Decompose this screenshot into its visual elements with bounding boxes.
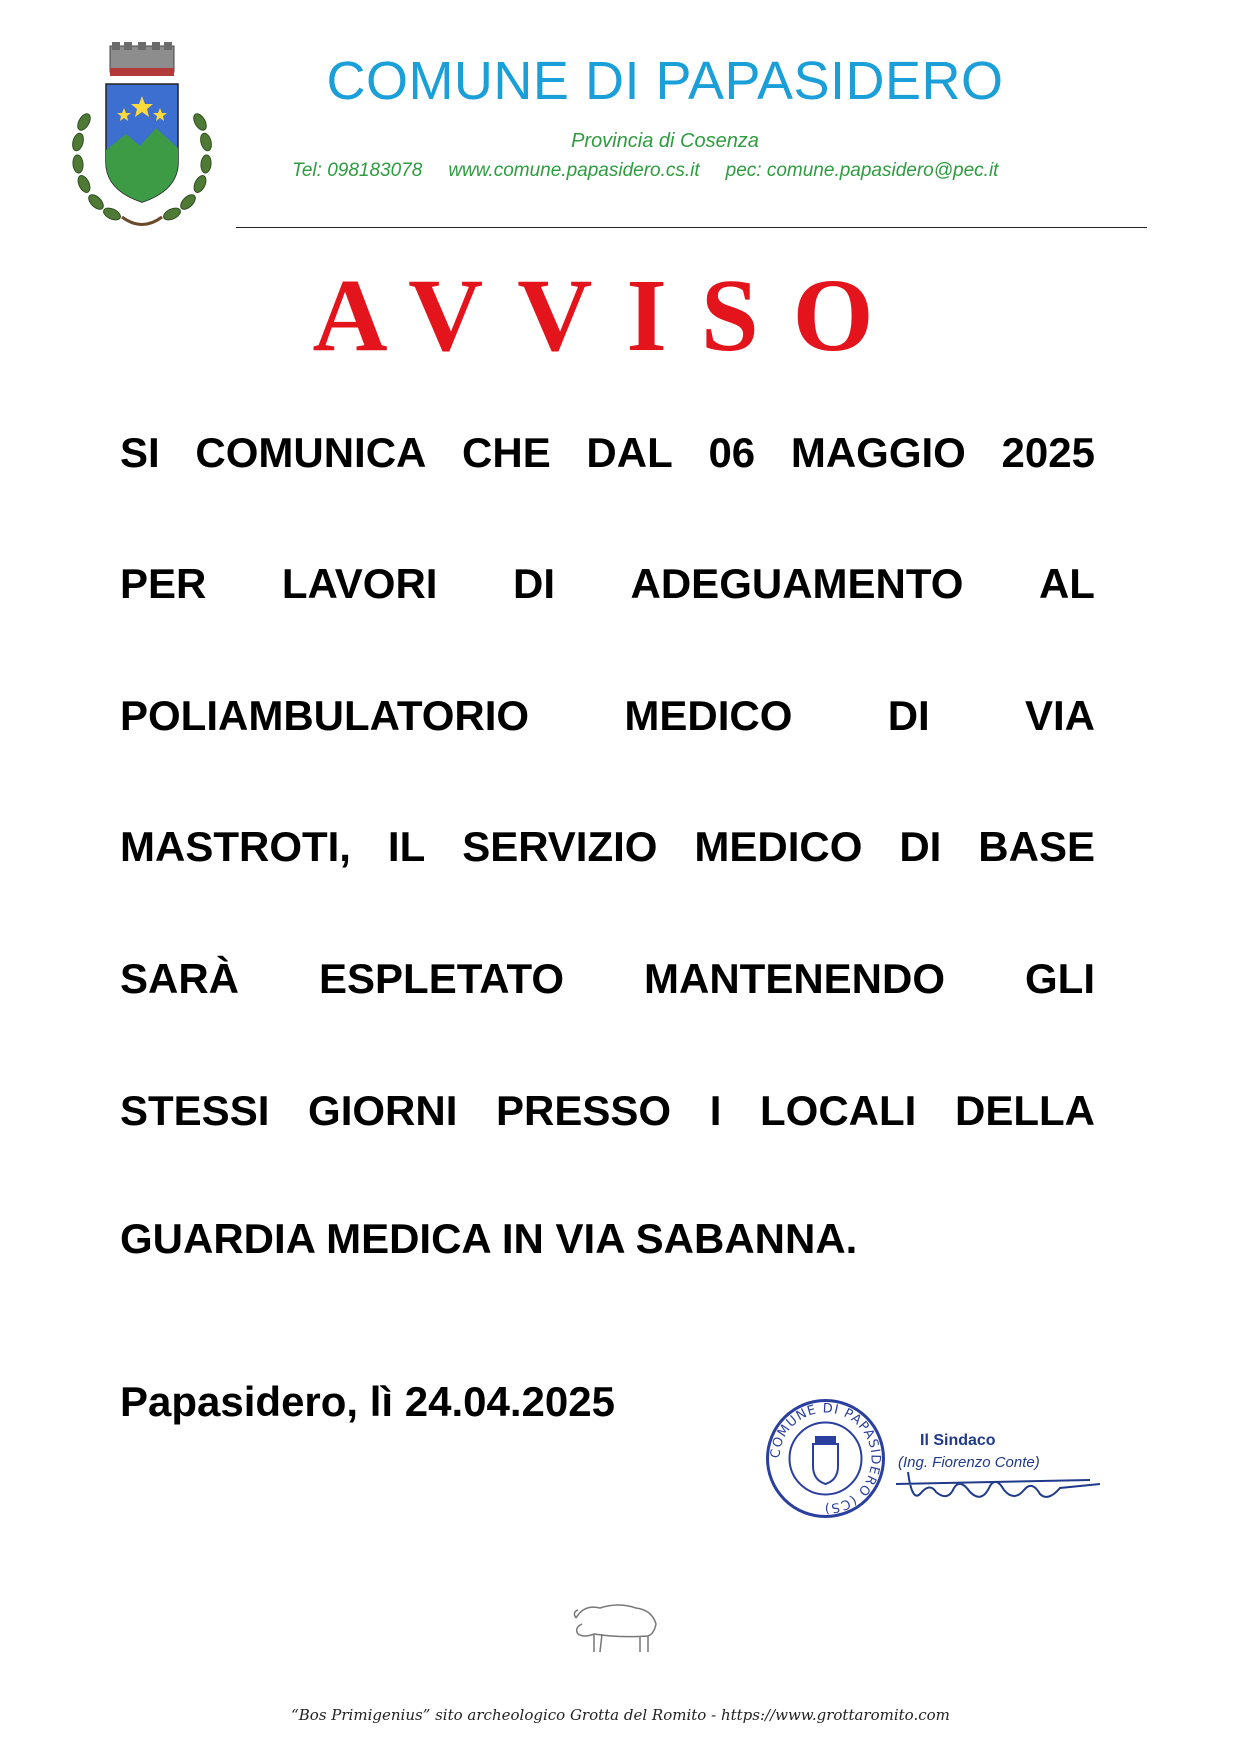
pec-email[interactable]: pec: comune.papasidero@pec.it: [725, 160, 999, 181]
notice-body-line: [120, 426, 1095, 480]
notice-word: GIORNI: [308, 1087, 458, 1134]
notice-body-line: [120, 820, 1095, 874]
footer-text: “Bos Primigenius” sito archeologico Grotta del Romito - https://www.grottaromito.com: [291, 1706, 950, 1724]
contact-line: [260, 160, 1100, 182]
notice-word: POLIAMBULATORIO: [120, 692, 530, 739]
notice-word: 2025: [1001, 429, 1095, 476]
notice-word: SARÀ: [120, 955, 240, 1002]
notice-word: MAGGIO: [790, 429, 966, 476]
notice-word: DAL: [586, 429, 673, 476]
mayor-signature-block: [890, 1432, 1130, 1512]
notice-word: DI: [887, 692, 930, 739]
notice-word: MANTENENDO: [644, 955, 946, 1002]
notice-word: LOCALI: [760, 1087, 917, 1134]
notice-title: AVVISO: [312, 258, 908, 373]
notice-word: DI: [899, 823, 942, 870]
notice-word: 06: [708, 429, 756, 476]
notice-word: VIA: [1024, 692, 1095, 739]
notice-word: PRESSO: [496, 1087, 672, 1134]
notice-word: GLI: [1025, 955, 1095, 1002]
notice-word: DELLA: [954, 1087, 1095, 1134]
notice-word: SI: [120, 429, 160, 476]
notice-word: BASE: [978, 823, 1095, 870]
mayor-title: Il Sindaco: [920, 1432, 996, 1449]
mayor-name: (Ing. Fiorenzo Conte): [898, 1454, 1040, 1471]
notice-word: CHE: [462, 429, 551, 476]
telephone-number: Tel: 098183078: [292, 160, 423, 181]
notice-word: IL: [387, 823, 426, 870]
notice-word: MEDICO: [624, 692, 793, 739]
notice-word: STESSI: [120, 1087, 270, 1134]
notice-word: MASTROTI,: [120, 823, 351, 870]
notice-body-last-line: GUARDIA MEDICA IN VIA SABANNA.: [120, 1215, 858, 1262]
website-link[interactable]: www.comune.papasidero.cs.it: [448, 160, 700, 181]
notice-body-line: [120, 1084, 1095, 1138]
notice-word: ESPLETATO: [319, 955, 565, 1002]
notice-word: MEDICO: [694, 823, 863, 870]
municipal-stamp: [763, 1396, 888, 1521]
notice-body-line: [120, 952, 1095, 1006]
notice-word: LAVORI: [281, 560, 438, 607]
place-date: Papasidero, lì 24.04.2025: [120, 1378, 615, 1425]
province-label: Provincia di Cosenza: [571, 130, 759, 152]
notice-word: COMUNICA: [195, 429, 427, 476]
notice-word: ADEGUAMENTO: [630, 560, 964, 607]
notice-word: DI: [512, 560, 555, 607]
notice-body-line: [120, 689, 1095, 743]
municipality-title: COMUNE DI PAPASIDERO: [326, 51, 1004, 111]
notice-word: PER: [120, 560, 207, 607]
notice-word: SERVIZIO: [462, 823, 658, 870]
handwritten-signature: [890, 1432, 1130, 1512]
notice-word: AL: [1038, 560, 1095, 607]
stamp-text: COMUNE DI PAPASIDERO (CS): [768, 1401, 883, 1516]
bison-logo-icon: [570, 1598, 662, 1658]
municipal-crest-icon: [62, 42, 222, 242]
notice-body-line: [120, 557, 1095, 611]
header-divider: [236, 227, 1147, 228]
notice-word: I: [709, 1087, 722, 1134]
